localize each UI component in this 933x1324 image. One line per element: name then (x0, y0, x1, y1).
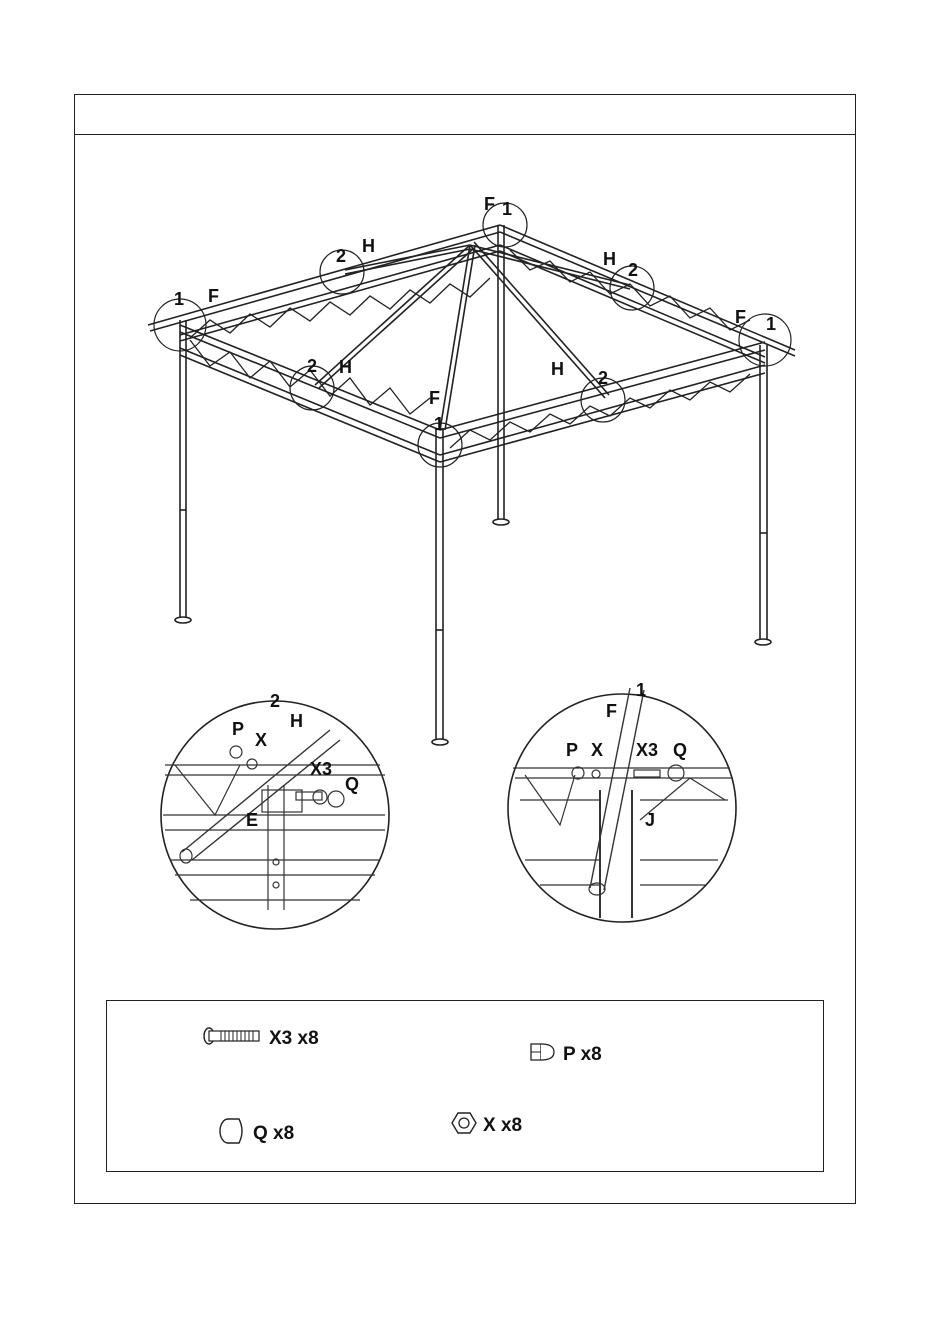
hardware-bolt (203, 1027, 319, 1050)
label-2-front-right: 2 (598, 368, 609, 388)
label-F-top: F (484, 194, 495, 214)
label-1-left: 1 (174, 289, 185, 309)
detail-1-P: P (566, 740, 579, 760)
nut-quantity: X x8 (483, 1114, 523, 1136)
detail-1-X3: X3 (636, 740, 659, 760)
gazebo-legs (175, 225, 771, 745)
label-F-left: F (208, 286, 219, 306)
label-H-front-left: H (339, 357, 352, 377)
hardware-cap-nut (527, 1039, 602, 1070)
top-rails (148, 225, 795, 462)
detail-2-X3: X3 (310, 759, 333, 779)
bolt-quantity: X3 x8 (269, 1027, 319, 1049)
cap-nut-icon (527, 1039, 557, 1070)
detail-1-number: 1 (636, 680, 647, 700)
detail-1-view (508, 680, 736, 922)
detail-1-F: F (606, 701, 617, 721)
label-1-top: 1 (502, 199, 513, 219)
detail-1-X: X (591, 740, 604, 760)
label-F-right: F (735, 307, 746, 327)
label-H-back-left: H (362, 236, 375, 256)
detail-1-J: J (645, 810, 656, 830)
nut-icon (451, 1111, 477, 1140)
detail-2-X: X (255, 730, 268, 750)
detail-2-number: 2 (270, 691, 281, 711)
label-2-front-left: 2 (307, 356, 318, 376)
detail-2-H: H (290, 711, 303, 731)
label-2-back-left: 2 (336, 246, 347, 266)
end-cap-quantity: Q x8 (253, 1122, 295, 1144)
label-H-back-right: H (603, 249, 616, 269)
gazebo-frame (148, 203, 795, 745)
detail-2-E: E (246, 810, 259, 830)
hardware-list (106, 1000, 824, 1172)
end-cap-icon (217, 1117, 247, 1150)
detail-1-Q: Q (673, 740, 688, 760)
label-H-front-right: H (551, 359, 564, 379)
detail-2-P: P (232, 719, 245, 739)
detail-2-view (161, 691, 389, 929)
label-2-back-right: 2 (628, 260, 639, 280)
detail-circles (154, 203, 791, 467)
hardware-nut (451, 1111, 522, 1140)
hardware-end-cap (217, 1117, 294, 1150)
bolt-icon (203, 1027, 263, 1050)
label-F-front: F (429, 388, 440, 408)
cap-nut-quantity: P x8 (563, 1043, 602, 1065)
label-1-front: 1 (434, 414, 445, 434)
roof-rafters (315, 242, 630, 430)
detail-2-Q: Q (345, 774, 360, 794)
label-1-right: 1 (766, 314, 777, 334)
